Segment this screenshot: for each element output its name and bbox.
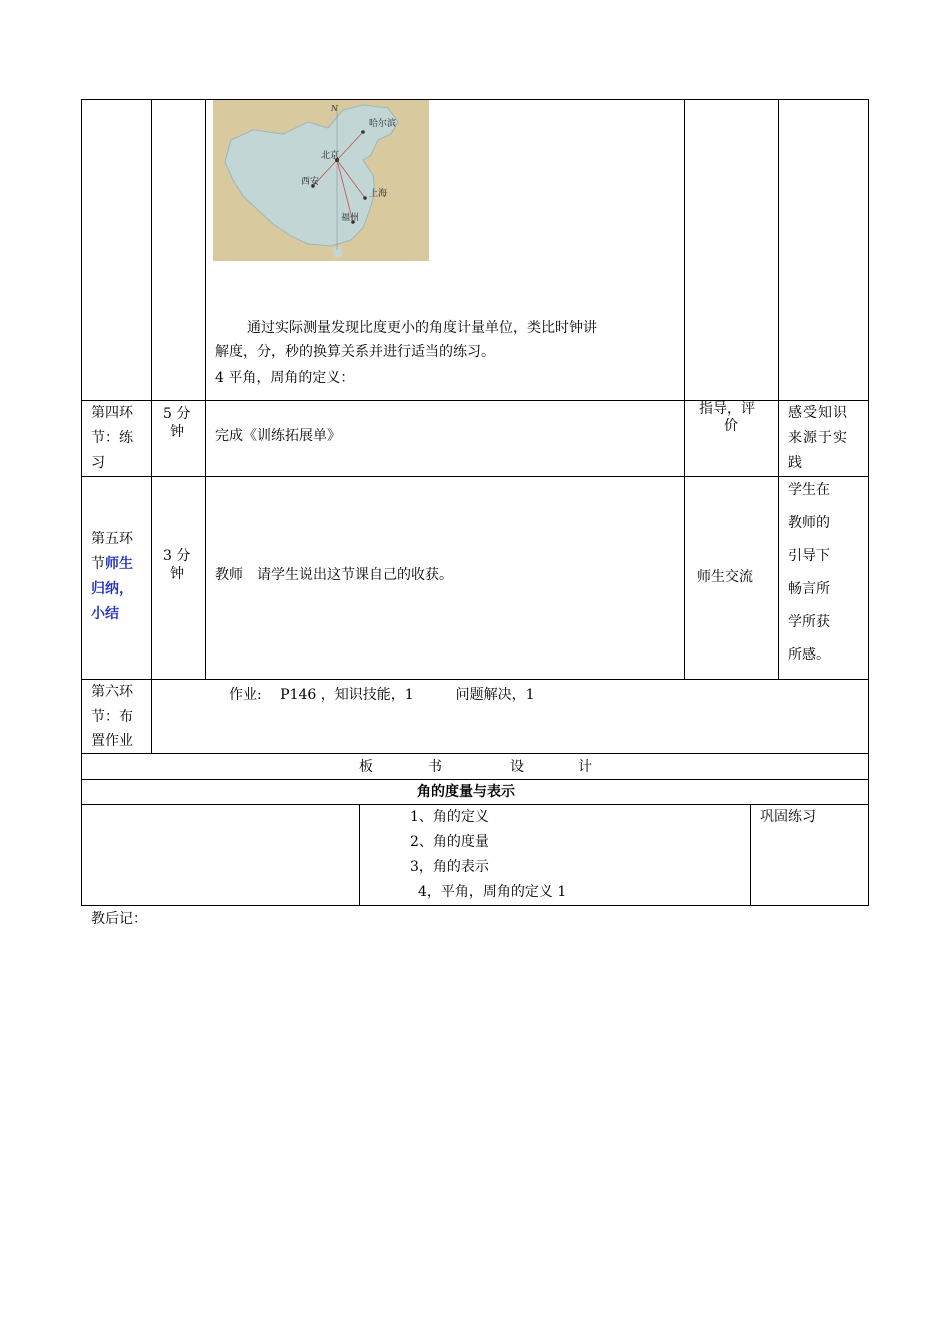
map-city-shanghai: 上海 xyxy=(369,189,388,199)
board-item-3: 3，角的表示 xyxy=(410,859,489,875)
row6-stage-line1: 第六环 xyxy=(91,684,133,700)
row5-stage-line4: 小结 xyxy=(91,606,119,622)
row5-goal-line4: 畅言所 xyxy=(788,581,830,597)
row-divider-4 xyxy=(81,753,869,754)
row4-method-line2: 价 xyxy=(724,418,738,434)
table-right-border xyxy=(868,99,869,906)
row4-time-line2: 钟 xyxy=(170,424,184,440)
row4-goal-line2: 来源于实 xyxy=(788,430,848,446)
row5-stage-bold1: 师生 xyxy=(105,556,133,572)
board-item-2: 2、角的度量 xyxy=(410,834,489,850)
china-map-image xyxy=(213,100,429,261)
row6-stage-line3: 置作业 xyxy=(91,733,133,749)
row5-content: 教师 请学生说出这节课自己的收获。 xyxy=(215,567,453,583)
row4-method-line1: 指导，评 xyxy=(699,401,755,417)
row5-time-line2: 钟 xyxy=(170,566,184,582)
row5-stage-line3: 归纳， xyxy=(91,581,133,597)
col-divider-3 xyxy=(684,99,685,679)
map-city-beijing: 北京 xyxy=(321,151,340,161)
row-divider-3 xyxy=(81,679,869,680)
board-header-1: 板 xyxy=(359,759,373,775)
row5-goal-line6: 所感。 xyxy=(788,647,830,663)
table-bottom-border xyxy=(81,905,869,906)
board-col-divider-2 xyxy=(750,804,751,905)
row5-stage-prefix: 节 xyxy=(91,556,105,572)
post-lesson-note: 教后记： xyxy=(91,911,147,927)
row6-stage-line2: 节：布 xyxy=(91,709,133,725)
board-header-2: 书 xyxy=(428,759,442,775)
row5-goal-line2: 教师的 xyxy=(788,515,830,531)
map-city-xian: 西安 xyxy=(301,177,320,187)
row4-time-line1: 5 分 xyxy=(163,406,191,422)
table-top-border xyxy=(81,99,869,100)
row4-stage-line2: 节：练 xyxy=(91,430,133,446)
row5-goal-line3: 引导下 xyxy=(788,548,830,564)
row4-stage-line3: 习 xyxy=(91,455,105,471)
row5-time-line1: 3 分 xyxy=(163,548,191,564)
board-item-4: 4，平角，周角的定义 1 xyxy=(418,884,567,900)
board-col-divider-1 xyxy=(359,804,360,905)
intro-text-line2: 解度，分，秒的换算关系并进行适当的练习。 xyxy=(215,344,495,360)
intro-text-line3: 4 平角，周角的定义： xyxy=(215,370,355,386)
map-city-harbin: 哈尔滨 xyxy=(369,119,397,129)
row-divider-2 xyxy=(81,476,869,477)
map-city-fuzhou: 福州 xyxy=(341,213,360,223)
table-left-border xyxy=(81,99,82,906)
board-title: 角的度量与表示 xyxy=(417,784,515,800)
row4-goal-line3: 践 xyxy=(788,455,802,471)
row5-goal-line1: 学生在 xyxy=(788,482,830,498)
row5-stage-line2 xyxy=(91,552,133,577)
board-header-4: 计 xyxy=(578,759,592,775)
row6-homework: 作业: P146 ，知识技能，1 问题解决，1 xyxy=(229,687,535,703)
col-divider-4 xyxy=(778,99,779,679)
row4-content: 完成《训练拓展单》 xyxy=(215,428,341,444)
map-north-label: N xyxy=(331,104,338,113)
board-item-1: 1、角的定义 xyxy=(410,809,489,825)
row5-goal-line5: 学所获 xyxy=(788,614,830,630)
col-divider-2 xyxy=(205,99,206,679)
col-divider-1 xyxy=(151,99,152,679)
col-divider-row6 xyxy=(151,679,152,753)
row4-stage-line1: 第四环 xyxy=(91,405,133,421)
row5-method: 师生交流 xyxy=(697,569,753,585)
row4-goal-line1: 感受知识 xyxy=(788,405,848,421)
board-right: 巩固练习 xyxy=(760,809,816,825)
board-header-3: 设 xyxy=(510,759,524,775)
intro-text-line1: 通过实际测量发现比度更小的角度计量单位，类比时钟讲 xyxy=(247,320,597,336)
row5-stage-line1: 第五环 xyxy=(91,531,133,547)
